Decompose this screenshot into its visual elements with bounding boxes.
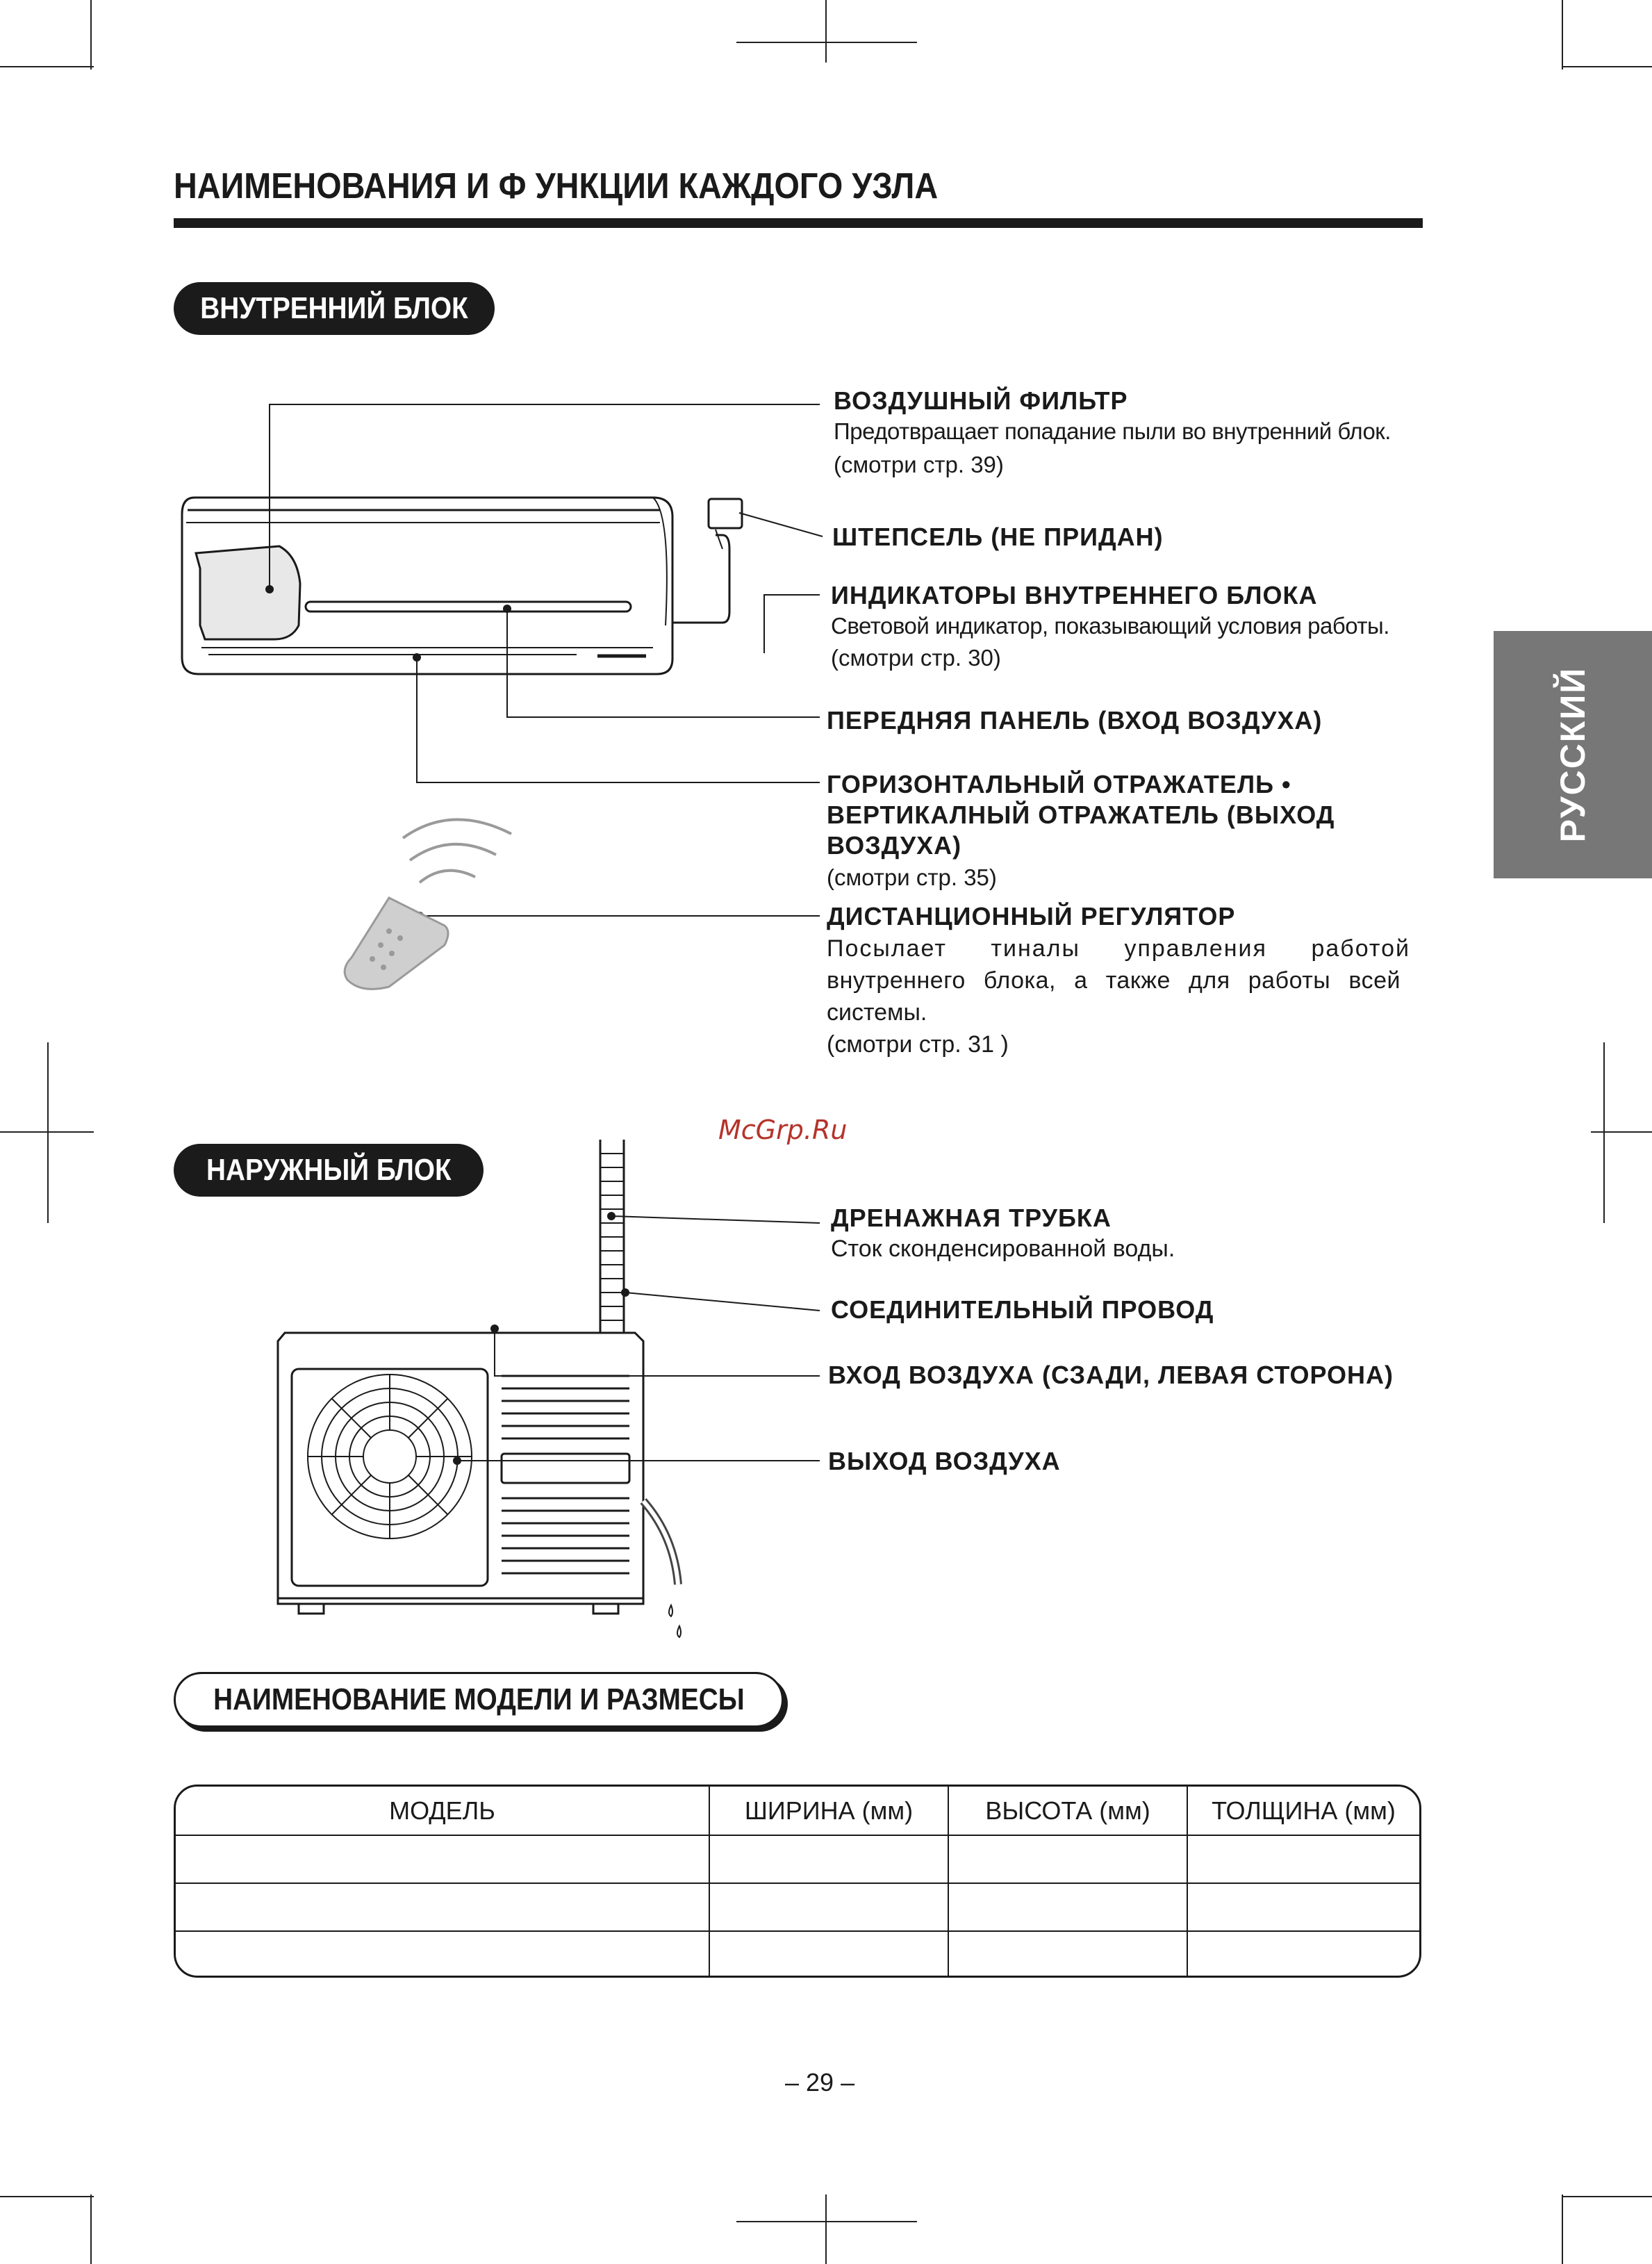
table-row (176, 1835, 1419, 1883)
deflector-ref (827, 864, 997, 891)
table-cell (176, 1931, 709, 1976)
drain-desc: Сток сконденсированной воды. (831, 1236, 1175, 1262)
crop-mark (1562, 0, 1563, 69)
remote-controller-icon (345, 819, 511, 989)
ref-prefix: (смотри стр. (831, 645, 962, 671)
indicators-ref (831, 645, 1001, 671)
ref-suffix: ) (993, 645, 1001, 671)
models-heading (174, 1672, 784, 1728)
table-header-model: МОДЕЛЬ (176, 1787, 709, 1835)
crop-mark (90, 2195, 92, 2264)
ref-page: 35 (964, 864, 989, 890)
table-cell (709, 1883, 948, 1931)
crop-mark (736, 2221, 917, 2222)
page-number: – 29 – (785, 2068, 855, 2097)
ref-page: 39 (970, 452, 996, 477)
models-table (174, 1785, 1421, 1978)
crop-mark (1562, 2196, 1652, 2197)
drain-label: ДРЕНАЖНАЯ ТРУБКА (831, 1204, 1112, 1232)
crop-mark (1562, 66, 1652, 67)
table-header-width: ШИРИНА (мм) (709, 1787, 948, 1835)
plug-icon (709, 499, 742, 528)
air-filter-label: ВОЗДУШНЫЙ ФИЛЬТР (834, 386, 1128, 415)
table-cell (948, 1835, 1187, 1883)
table-cell (948, 1883, 1187, 1931)
crop-mark (1562, 2195, 1563, 2264)
remote-desc-line-1: Посылает тиналы управления работой (827, 935, 1410, 962)
models-heading-text: НАИМЕНОВАНИЕ МОДЕЛИ И РАЗМЕСЫ (213, 1682, 745, 1716)
indicator-slot (306, 602, 631, 612)
table-cell (1187, 1835, 1419, 1883)
indicators-label: ИНДИКАТОРЫ ВНУТРЕННЕГО БЛОКА (831, 581, 1318, 609)
ref-suffix: ) (989, 864, 997, 890)
deflector-label-line-2: ВЕРТИКАЛНЫЙ ОТРАЖАТЕЛЬ (ВЫХОД (827, 801, 1335, 829)
indicators-desc: Световой индикатор, показывающий условия работы. (831, 613, 1389, 639)
ref-page: 31 (968, 1031, 994, 1058)
table-header-depth: ТОЛЩИНА (мм) (1187, 1787, 1419, 1835)
language-tab-label: РУССКИЙ (1553, 666, 1592, 843)
plug-label: ШТЕПСЕЛЬ (НЕ ПРИДАН) (832, 523, 1164, 551)
ref-prefix: (смотри стр. (834, 452, 965, 477)
table-row (176, 1931, 1419, 1976)
front-panel-label: ПЕРЕДНЯЯ ПАНЕЛЬ (ВХОД ВОЗДУХА) (827, 706, 1323, 735)
crop-mark (1591, 1131, 1652, 1133)
table-cell (709, 1835, 948, 1883)
crop-mark (825, 2195, 827, 2264)
fan-grille (308, 1375, 472, 1539)
page-title: НАИМЕНОВАНИЯ И Ф УНКЦИИ КАЖДОГО УЗЛА (174, 166, 939, 206)
ref-prefix: (смотри стр. (827, 864, 958, 890)
remote-ref (827, 1031, 1009, 1058)
ref-suffix: ) (1000, 1031, 1009, 1058)
cable-label: СОЕДИНИТЕЛЬНЫЙ ПРОВОД (831, 1295, 1214, 1324)
air-filter-part (196, 546, 300, 639)
ref-suffix: ) (996, 452, 1004, 477)
table-header-height: ВЫСОТА (мм) (948, 1787, 1187, 1835)
table-cell (176, 1835, 709, 1883)
ref-prefix: (смотри стр. (827, 1031, 961, 1058)
outdoor-unit-body (278, 1333, 643, 1598)
air-inlet-label: ВХОД ВОЗДУХА (СЗАДИ, ЛЕВАЯ СТОРОНА) (828, 1361, 1394, 1389)
indoor-unit-heading-text: ВНУТРЕННИЙ БЛОК (200, 291, 468, 325)
table-cell (1187, 1883, 1419, 1931)
air-outlet-label: ВЫХОД ВОЗДУХА (828, 1447, 1061, 1475)
indoor-unit-diagram (0, 0, 1494, 1084)
table-cell (709, 1931, 948, 1976)
air-filter-ref (834, 452, 1004, 478)
ref-page: 30 (968, 645, 993, 671)
crop-mark (1603, 1042, 1605, 1223)
language-tab (1494, 631, 1652, 878)
remote-desc-line-2: внутреннего блока, а также для работы всей (827, 967, 1401, 994)
crop-mark (0, 2196, 94, 2197)
table-cell (1187, 1931, 1419, 1976)
watermark: McGrp.Ru (718, 1115, 848, 1145)
table-cell (948, 1931, 1187, 1976)
deflector-label-line-3: ВОЗДУХА) (827, 831, 962, 860)
deflector-label-line-1: ГОРИЗОНТАЛЬНЫЙ ОТРАЖАТЕЛЬ • (827, 770, 1291, 798)
table-row (176, 1883, 1419, 1931)
air-filter-desc: Предотвращает попадание пыли во внутренний блок. (834, 418, 1391, 444)
table-cell (176, 1883, 709, 1931)
remote-desc-line-3: системы. (827, 999, 927, 1026)
outdoor-unit-heading-text: НАРУЖНЫЙ БЛОК (206, 1153, 452, 1187)
remote-label: ДИСТАНЦИОННЫЙ РЕГУЛЯТОР (827, 902, 1236, 930)
